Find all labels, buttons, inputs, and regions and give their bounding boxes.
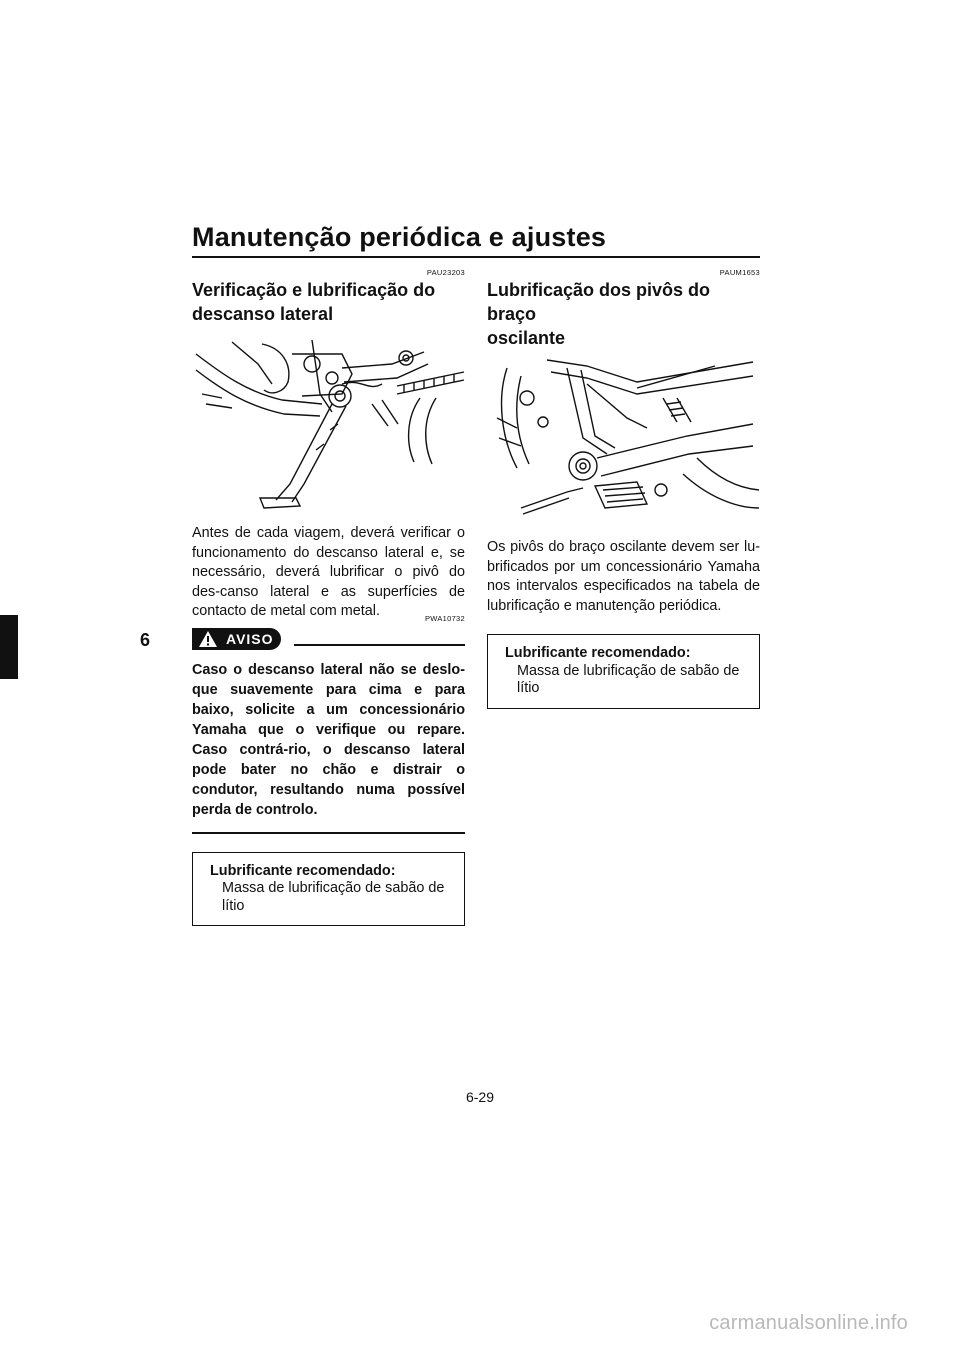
section-code: PAU23203 <box>426 268 465 277</box>
left-column <box>192 268 465 926</box>
chapter-number: 6 <box>140 630 151 650</box>
warning-rule <box>294 644 465 646</box>
sidestand-illustration <box>192 334 465 514</box>
chapter-tab <box>0 615 18 679</box>
lubricant-box <box>487 634 760 709</box>
lubricant-box <box>192 852 465 927</box>
swingarm-pivot-illustration <box>487 358 760 528</box>
warning-text: Caso o descanso lateral não se deslo-que suavemente para cima e para baixo, solicite a um concessionário Yamaha que o verifique ou repare. Caso contrá-rio, o descanso lateral pode bater no chão e distrair o condutor, resultando numa possível perda de controlo. <box>192 661 465 818</box>
section-heading-line2: oscilante <box>487 328 566 348</box>
warning-code: PWA10732 <box>424 613 465 623</box>
page-title: Manutenção periódica e ajustes <box>192 222 607 252</box>
warning-label: AVISO <box>226 630 274 647</box>
section-heading <box>192 278 465 326</box>
section-code: PAUM1653 <box>719 268 760 277</box>
section-paragraph: Os pivôs do braço oscilante devem ser lu-brificados por um concessionário Yamaha nos intervalos especificados na tabela de lubrificação e manutenção periódica. <box>487 539 760 614</box>
section-paragraph: Antes de cada viagem, deverá verificar o funcionamento do descanso lateral e, se necessário, deverá lubrificar o pivô do des-canso lateral e as superfícies de contacto de metal com metal. <box>192 525 465 619</box>
right-column <box>487 268 760 709</box>
lubricant-value: Massa de lubrificação de sabão de lítio <box>222 880 445 914</box>
warning-end-rule <box>192 832 465 834</box>
warning-header <box>192 613 465 654</box>
warning-badge <box>192 628 281 650</box>
section-heading-line2: descanso lateral <box>192 304 334 324</box>
section-heading-line1: Verificação e lubrificação do <box>192 280 436 300</box>
section-heading <box>487 278 760 350</box>
watermark: carmanualsonline.info <box>709 1312 908 1334</box>
title-rule <box>192 256 760 258</box>
page-number: 6-29 <box>465 1089 495 1105</box>
lubricant-label: Lubrificante recomendado: <box>505 645 691 661</box>
lubricant-value: Massa de lubrificação de sabão de lítio <box>517 662 740 696</box>
warning-triangle-icon <box>198 630 218 648</box>
lubricant-label: Lubrificante recomendado: <box>210 862 396 879</box>
section-heading-line1: Lubrificação dos pivôs do braço <box>487 280 711 324</box>
